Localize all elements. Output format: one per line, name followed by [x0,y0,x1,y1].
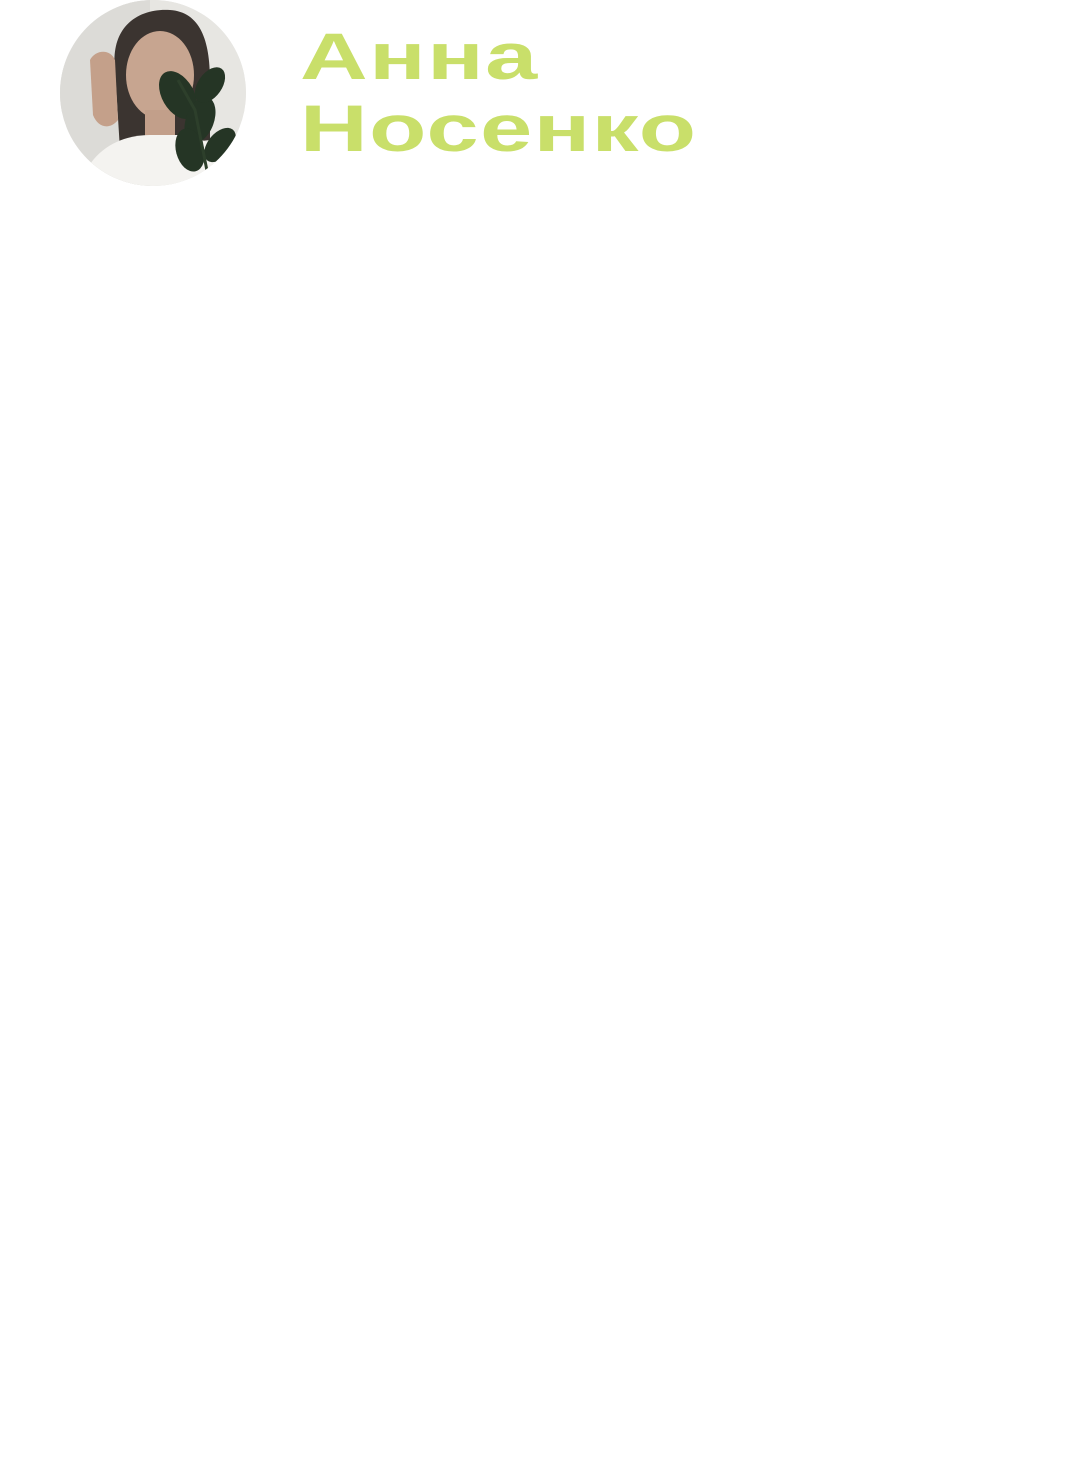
first-name: Анна [300,19,539,93]
avatar [60,0,246,186]
profile-header [0,0,1080,200]
profile-name [300,20,697,164]
avatar-photo-icon [60,0,246,186]
last-name: Носенко [300,91,698,165]
